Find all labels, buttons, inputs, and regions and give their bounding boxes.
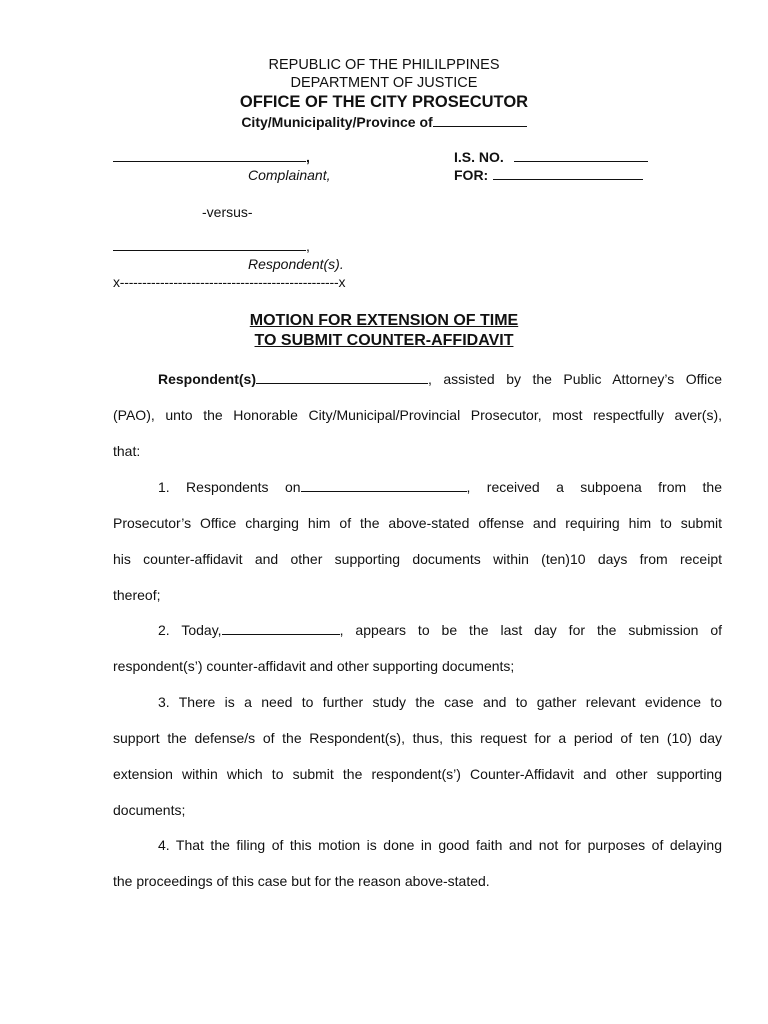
- for-blank: [493, 179, 643, 180]
- header-location: [0, 114, 768, 130]
- para2-line1-rest: , appears to be the last day for the submission of: [339, 622, 722, 638]
- versus-text: -versus-: [202, 204, 253, 220]
- para3-line1-text: 3. There is a need to further study the case and to gather relevant evidence to: [158, 694, 722, 710]
- is-no-blank: [514, 161, 648, 162]
- para3-line-2: support the defense/s of the Respondent(s), thus, this request for a period of ten (10) day: [113, 730, 722, 746]
- header-department: DEPARTMENT OF JUSTICE: [290, 75, 478, 91]
- header-republic: REPUBLIC OF THE PHILILPPINES: [268, 57, 500, 73]
- para1-line-3: his counter-affidavit and other supporting documents within (ten)10 days from receipt: [113, 551, 722, 567]
- paragraph-4: [113, 827, 722, 899]
- intro-lead: Respondent(s): [158, 371, 256, 387]
- para3-line-3: extension within which to submit the respondent(s’) Counter-Affidavit and other supporting: [113, 766, 722, 782]
- motion-title-line1: MOTION FOR EXTENSION OF TIME: [249, 312, 519, 329]
- is-no-line: [454, 149, 648, 165]
- paragraph-3: [113, 684, 722, 828]
- para1-start: 1. Respondents on: [158, 479, 301, 495]
- para1-line-2: Prosecutor’s Office charging him of the above-stated offense and requiring him to submit: [113, 515, 722, 531]
- date-received-blank: [301, 491, 467, 492]
- respondent-comma: ,: [306, 238, 310, 254]
- para2-line-1: [113, 612, 722, 648]
- intro-line-2: (PAO), unto the Honorable City/Municipal/Provincial Prosecutor, most respectfully aver(s),: [113, 407, 722, 423]
- intro-paragraph: [113, 361, 722, 469]
- header-location-label: City/Municipality/Province of: [241, 114, 433, 130]
- respondent-blank: [113, 250, 306, 251]
- intro-line1-rest: , assisted by the Public Attorney’s Office: [428, 371, 722, 387]
- complainant-name-line: [113, 149, 310, 165]
- caption-separator: x-------------------------------------------------x: [113, 274, 346, 290]
- complainant-comma: ,: [306, 149, 310, 165]
- for-label: FOR:: [454, 167, 489, 183]
- is-no-label: I.S. NO.: [454, 149, 504, 165]
- complainant-label: Complainant,: [248, 167, 331, 183]
- para1-line-1: [113, 469, 722, 505]
- para1-line1-rest: , received a subpoena from the: [466, 479, 723, 495]
- respondent-name-line: [113, 238, 310, 254]
- para4-line1-text: 4. That the filing of this motion is done in good faith and not for purposes of delaying: [158, 837, 722, 853]
- para3-line-4: documents;: [113, 802, 186, 818]
- intro-line-1: [113, 361, 722, 397]
- location-blank: [433, 126, 527, 127]
- header-office: OFFICE OF THE CITY PROSECUTOR: [239, 93, 529, 111]
- para1-line-4: thereof;: [113, 587, 161, 603]
- paragraph-2: [113, 612, 722, 684]
- today-date-blank: [222, 634, 340, 635]
- paragraph-1: [113, 469, 722, 613]
- respondent-label: Respondent(s).: [248, 256, 344, 272]
- para2-start: 2. Today,: [158, 622, 222, 638]
- intro-line-3: that:: [113, 443, 141, 459]
- for-line: [454, 167, 643, 183]
- para2-line-2: respondent(s’) counter-affidavit and other supporting documents;: [113, 658, 515, 674]
- respondent-intro-blank: [256, 383, 428, 384]
- para4-line-2: the proceedings of this case but for the reason above-stated.: [113, 873, 490, 889]
- motion-title-line2: TO SUBMIT COUNTER-AFFIDAVIT: [254, 332, 514, 349]
- complainant-blank: [113, 161, 306, 162]
- para3-line-1: [113, 684, 722, 720]
- para4-line-1: [113, 827, 722, 863]
